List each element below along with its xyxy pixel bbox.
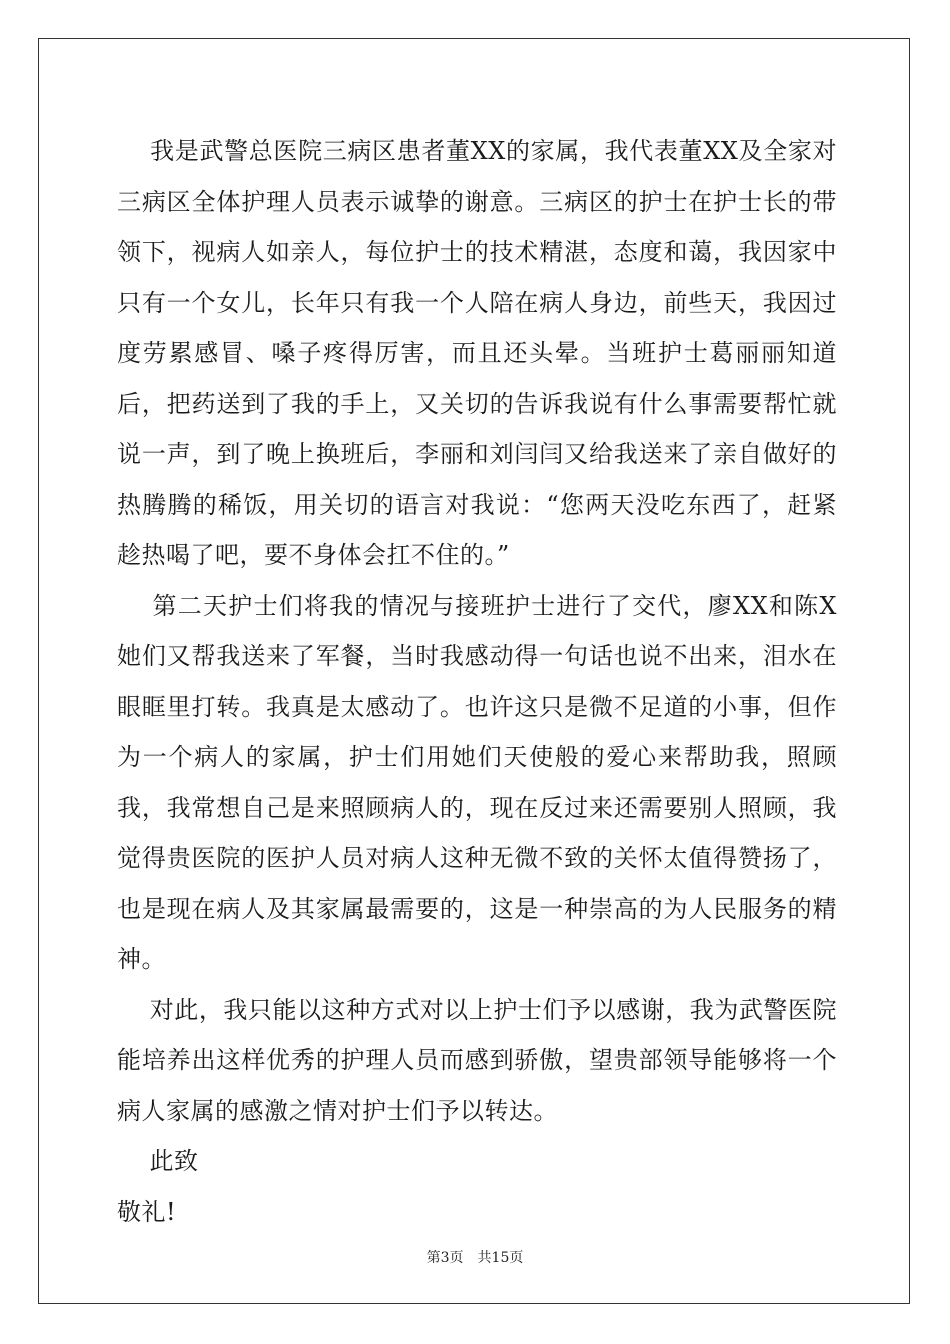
paragraph-3: 对此，我只能以这种方式对以上护士们予以感谢，我为武警医院能培养出这样优秀的护理人员而感到骄傲，望贵部领导能够将一个病人家属的感激之情对护士们予以转达。 bbox=[117, 995, 838, 1125]
page-footer bbox=[0, 1247, 950, 1267]
closing-salutation: 此致 bbox=[117, 1147, 199, 1175]
page-number-current: 第3页 bbox=[426, 1250, 464, 1266]
closing-regards: 敬礼! bbox=[117, 1197, 177, 1226]
paragraph-1: 我是武警总医院三病区患者董XX的家属，我代表董XX及全家对三病区全体护理人员表示诚挚的谢意。三病区的护士在护士长的带领下，视病人如亲人，每位护士的技术精湛，态度和蔼，我因家中只有一个女儿，长年只有我一个人陪在病人身边，前些天，我因过度劳累感冒、嗓子疼得厉害，而且还头晕。当班护士葛丽丽知道后，把药送到了我的手上，又关切的告诉我说有什么事需要帮忙就说一声，到了晚上换班后，李丽和刘闫闫又给我送来了亲自做好的热腾腾的稀饭，用关切的语言对我说：“您两天没吃东西了，赶紧趁热喝了吧，要不身体会扛不住的。” bbox=[117, 137, 838, 569]
page-number-total: 共15页 bbox=[477, 1250, 524, 1266]
paragraph-2: 第二天护士们将我的情况与接班护士进行了交代，廖XX和陈X她们又帮我送来了军餐，当时我感动得一句话也说不出来，泪水在眼眶里打转。我真是太感动了。也许这只是微不足道的小事，但作为一个病人的家属，护士们用她们天使般的爱心来帮助我，照顾我，我常想自己是来照顾病人的，现在反过来还需要别人照顾，我觉得贵医院的医护人员对病人这种无微不致的关怀太值得赞扬了，也是现在病人及其家属最需要的，这是一种崇高的为人民服务的精神。 bbox=[117, 591, 837, 973]
letter-body bbox=[117, 126, 837, 1237]
